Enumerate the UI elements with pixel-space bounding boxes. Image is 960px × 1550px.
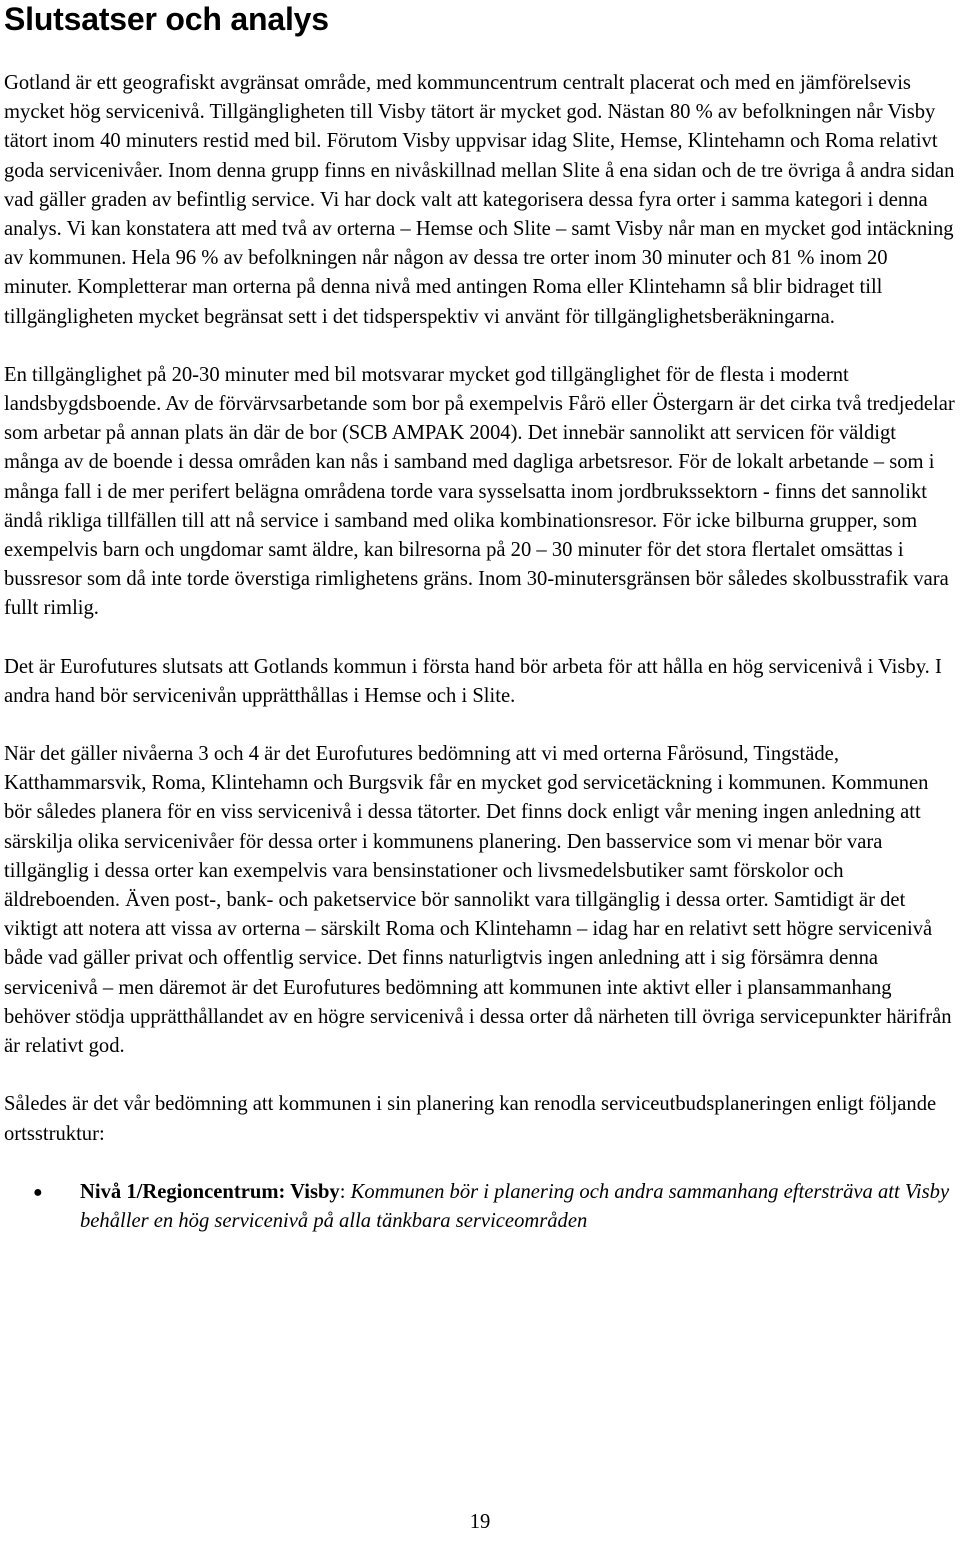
- list-item: [4, 1178, 956, 1236]
- document-page: [4, 0, 956, 1236]
- level-description: Kommunen bör i planering och andra sammanhang eftersträva att Visby behåller en hög servicenivå på alla tänkbara serviceområden: [80, 1180, 950, 1232]
- level-label: Nivå 1/Regioncentrum: Visby: [80, 1180, 340, 1203]
- paragraph-conclusion: Det är Eurofutures slutsats att Gotlands kommun i första hand bör arbeta för att hålla en hög servicenivå i Visby. I andra hand bör servicenivån upprätthållas i Hemse och i Slite.: [4, 655, 942, 707]
- section-heading: Slutsatser och analys: [4, 1, 329, 37]
- paragraph-structure-intro: Således är det vår bedömning att kommunen i sin planering kan renodla serviceutbudsplaneringen enligt följande ortsstruktur:: [4, 1093, 937, 1145]
- paragraph-service-levels: Gotland är ett geografiskt avgränsat område, med kommuncentrum centralt placerat och med en jämförelsevis mycket hög servicenivå. Tillgängligheten till Visby tätort är mycket god. Nästan 80 % av befolkningen når Visby tätort inom 40 minuters restid med bil. Förutom Visby uppvisar idag Slite, Hemse, Klintehamn och Roma relativt goda servicenivåer. Inom denna grupp finns en nivåskillnad mellan Slite å ena sidan och de tre övriga å andra sidan vad gäller graden av befintlig service. Vi har dock valt att kategorisera dessa fyra orter i samma kategori i denna analys. Vi kan konstatera att med två av orterna – Hemse och Slite – samt Visby når man en mycket god intäckning av kommunen. Hela 96 % av befolkningen når någon av dessa tre orter inom 30 minuter och 81 % inom 20 minuter. Kompletterar man orterna på denna nivå med antingen Roma eller Klintehamn så blir bidraget till tillgängligheten mycket begränsat sett i det tidsperspektiv vi använt för tillgänglighetsberäkningarna.: [4, 72, 955, 328]
- level-list: [4, 1178, 956, 1236]
- level-separator: :: [339, 1180, 351, 1203]
- page-number: 19: [469, 1511, 491, 1533]
- paragraph-levels-3-4: När det gäller nivåerna 3 och 4 är det Eurofutures bedömning att vi med orterna Fårösund, Tingstäde, Katthammarsvik, Roma, Klintehamn och Burgsvik får en mycket god servicetäckning i kommunen. Kommunen bör således planera för en viss servicenivå i dessa tätorter. Det finns dock enligt vår mening ingen anledning att särskilja olika servicenivåer för dessa orter i kommunens planering. Den basservice som vi menar bör vara tillgänglig i dessa orter kan exempelvis vara bensinstationer och livsmedelsbutiker samt förskolor och äldreboenden. Även post-, bank- och paketservice bör sannolikt vara tillgänglig i dessa orter. Samtidigt är det viktigt att notera att vissa av orterna – särskilt Roma och Klintehamn – idag har en relativt sett högre servicenivå både vad gäller privat och offentlig service. Det finns naturligtvis ingen anledning att i sig försämra denna servicenivå – men däremot är det Eurofutures bedömning att kommunen inte aktivt eller i plansammanhang behöver stödja upprätthållandet av en högre servicenivå i dessa orter då närheten till övriga servicepunkter härifrån är relativt god.: [4, 743, 952, 1058]
- bullet-icon: ●: [33, 1183, 43, 1201]
- paragraph-accessibility: En tillgänglighet på 20-30 minuter med bil motsvarar mycket god tillgänglighet för de flesta i modernt landsbygdsboende. Av de förvärvsarbetande som bor på exempelvis Fårö eller Östergarn är det cirka två tredjedelar som arbetar på annan plats än där de bor (SCB AMPAK 2004). Det innebär sannolikt att servicen för väldigt många av de boende i dessa områden kan nås i samband med dagliga arbetsresor. För de lokalt arbetande – som i många fall i de mer perifert belägna områdena torde vara sysselsatta inom jordbrukssektorn - finns det sannolikt ändå rikliga tillfällen till att nå service i samband med olika kombinationsresor. För icke bilburna grupper, som exempelvis barn och ungdomar samt äldre, kan bilresorna på 20 – 30 minuter för det stora flertalet omsättas i bussresor som då inte torde överstiga rimlighetens gräns. Inom 30-minutersgränsen bör således skolbusstrafik vara fullt rimlig.: [4, 363, 955, 620]
